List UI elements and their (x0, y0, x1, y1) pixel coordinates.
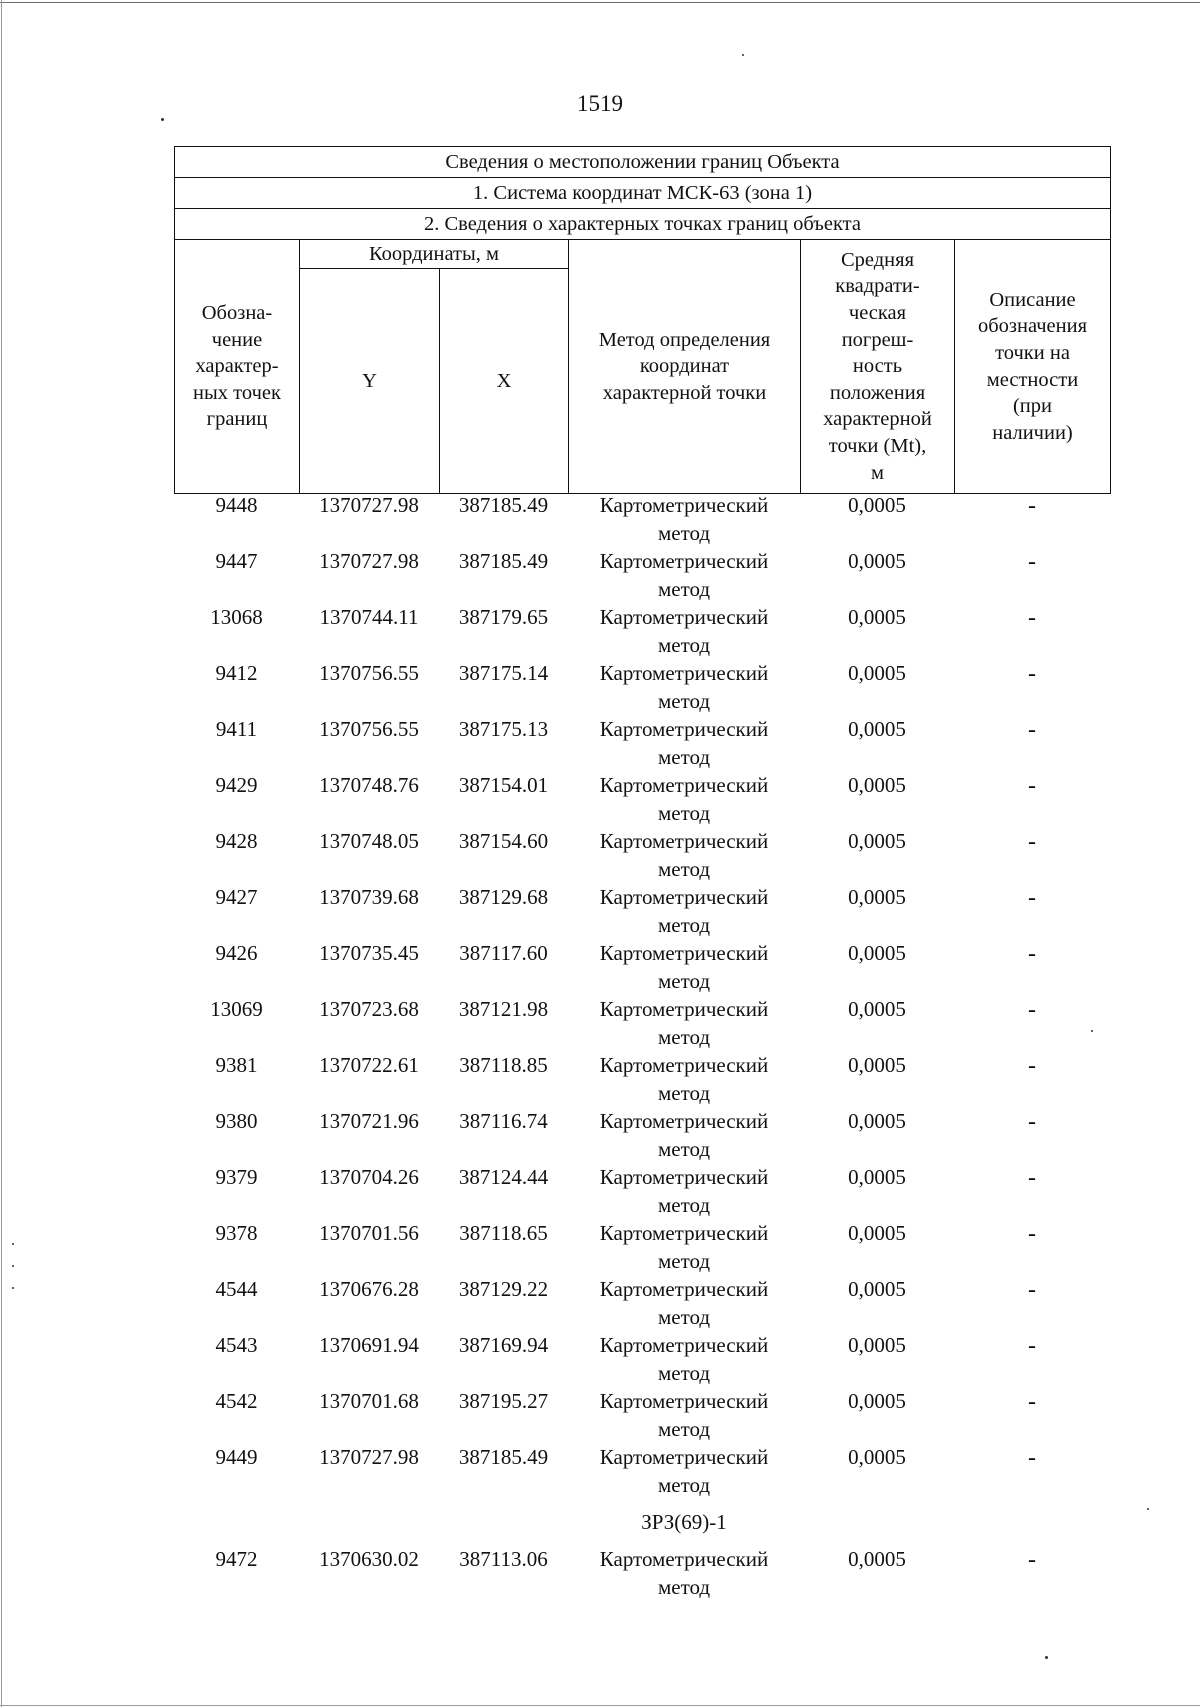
coord-y-cell: 1370721.96 (319, 1109, 419, 1133)
table-row (174, 603, 1110, 659)
boundary-points-table (174, 491, 1110, 1601)
coord-x-cell: 387121.98 (458, 997, 549, 1021)
coord-x-cell: 387118.85 (459, 1053, 548, 1077)
empty-cell (439, 1499, 568, 1545)
table-row (174, 1219, 1110, 1275)
coord-y-cell: 1370701.56 (319, 1221, 419, 1245)
scan-speck (1091, 1030, 1093, 1032)
table-row (174, 995, 1110, 1051)
description-cell: - (1028, 1221, 1036, 1247)
table-row (174, 883, 1110, 939)
boundary-points-rows (174, 491, 1110, 1601)
method-cell: Картометрический метод (599, 1221, 769, 1273)
section-row (174, 1499, 1110, 1545)
col-header-description: Описание обозначения точки на местности (при наличии) (955, 240, 1111, 494)
point-id-cell: 4543 (215, 1333, 258, 1357)
coord-y-cell: 1370756.55 (319, 717, 419, 741)
table-row (174, 939, 1110, 995)
description-cell: - (1028, 885, 1036, 911)
error-cell: 0,0005 (848, 941, 906, 965)
points-caption-row (175, 209, 1111, 240)
coord-y-cell: 1370676.28 (319, 1277, 419, 1301)
table-row (174, 1107, 1110, 1163)
coord-y-cell: 1370739.68 (319, 885, 419, 909)
coord-x-cell: 387169.94 (458, 1333, 549, 1357)
description-cell: - (1028, 1277, 1036, 1303)
error-cell: 0,0005 (848, 717, 906, 741)
coord-y-cell: 1370630.02 (319, 1547, 419, 1571)
description-cell: - (1028, 1053, 1036, 1079)
point-id-cell: 9447 (215, 549, 258, 573)
coord-y-cell: 1370723.68 (319, 997, 419, 1021)
table-row (174, 1443, 1110, 1499)
point-id-cell: 9426 (215, 941, 258, 965)
coord-x-cell: 387195.27 (458, 1389, 549, 1413)
empty-cell (174, 1499, 299, 1545)
description-cell: - (1028, 549, 1036, 575)
coord-x-cell: 387129.68 (458, 885, 549, 909)
description-cell: - (1028, 1165, 1036, 1191)
method-cell: Картометрический метод (599, 605, 769, 657)
error-cell: 0,0005 (848, 1445, 906, 1469)
method-cell: Картометрический метод (599, 549, 769, 601)
table-row (174, 1275, 1110, 1331)
description-cell: - (1028, 997, 1036, 1023)
coord-y-cell: 1370727.98 (319, 1445, 419, 1469)
description-cell: - (1028, 1389, 1036, 1415)
description-cell: - (1028, 773, 1036, 799)
scan-edge-bottom (0, 1705, 1200, 1706)
description-cell: - (1028, 1547, 1036, 1573)
scan-speck (161, 118, 164, 121)
description-cell: - (1028, 661, 1036, 687)
table-row (174, 1387, 1110, 1443)
point-id-cell: 9449 (215, 1445, 258, 1469)
point-id-cell: 9472 (215, 1547, 258, 1571)
table-row (174, 491, 1110, 547)
method-cell: Картометрический метод (599, 1333, 769, 1385)
coord-y-cell: 1370748.76 (319, 773, 419, 797)
method-cell: Картометрический метод (599, 829, 769, 881)
method-cell: Картометрический метод (599, 1547, 769, 1599)
column-header-row-1 (175, 240, 1111, 269)
point-id-cell: 9380 (215, 1109, 258, 1133)
point-id-cell: 9448 (215, 493, 258, 517)
col-header-x: X (440, 269, 569, 494)
point-id-cell: 9429 (215, 773, 258, 797)
col-header-coordinates: Координаты, м (300, 240, 569, 269)
scan-speck (12, 1265, 14, 1267)
method-cell: Картометрический метод (599, 773, 769, 825)
table-row (174, 1545, 1110, 1601)
error-cell: 0,0005 (848, 1165, 906, 1189)
method-cell: Картометрический метод (599, 941, 769, 993)
error-cell: 0,0005 (848, 1221, 906, 1245)
error-cell: 0,0005 (848, 773, 906, 797)
coord-x-cell: 387116.74 (459, 1109, 548, 1133)
coord-y-cell: 1370691.94 (319, 1333, 419, 1357)
coord-y-cell: 1370744.11 (319, 605, 419, 629)
table-row (174, 1051, 1110, 1107)
error-cell: 0,0005 (848, 1109, 906, 1133)
table-title: Сведения о местоположении границ Объекта (175, 147, 1111, 178)
scan-speck (12, 1243, 14, 1245)
coord-y-cell: 1370727.98 (319, 493, 419, 517)
error-cell: 0,0005 (848, 605, 906, 629)
error-cell: 0,0005 (848, 885, 906, 909)
points-caption: 2. Сведения о характерных точках границ объекта (175, 209, 1111, 240)
error-cell: 0,0005 (848, 997, 906, 1021)
coord-x-cell: 387154.60 (458, 829, 549, 853)
section-label: ЗРЗ(69)-1 (641, 1510, 727, 1534)
description-cell: - (1028, 941, 1036, 967)
coord-y-cell: 1370701.68 (319, 1389, 419, 1413)
description-cell: - (1028, 1109, 1036, 1135)
coord-x-cell: 387185.49 (458, 493, 549, 517)
coord-y-cell: 1370704.26 (319, 1165, 419, 1189)
coord-x-cell: 387179.65 (458, 605, 549, 629)
table-row (174, 1331, 1110, 1387)
description-cell: - (1028, 1333, 1036, 1359)
coord-x-cell: 387175.13 (458, 717, 549, 741)
error-cell: 0,0005 (848, 661, 906, 685)
table-row (174, 771, 1110, 827)
scan-speck (1147, 1508, 1149, 1510)
coord-x-cell: 387175.14 (458, 661, 549, 685)
error-cell: 0,0005 (848, 1389, 906, 1413)
error-cell: 0,0005 (848, 1547, 906, 1571)
col-header-designation: Обозна- чение характер- ных точек границ (175, 240, 300, 494)
error-cell: 0,0005 (848, 829, 906, 853)
method-cell: Картометрический метод (599, 1165, 769, 1217)
point-id-cell: 9428 (215, 829, 258, 853)
empty-cell (954, 1499, 1110, 1545)
coord-x-cell: 387117.60 (459, 941, 548, 965)
error-cell: 0,0005 (848, 1053, 906, 1077)
point-id-cell: 4544 (215, 1277, 258, 1301)
method-cell: Картометрический метод (599, 997, 769, 1049)
empty-cell (299, 1499, 439, 1545)
description-cell: - (1028, 717, 1036, 743)
method-cell: Картометрический метод (599, 1277, 769, 1329)
scan-edge-left (1, 0, 2, 1707)
col-header-y: Y (300, 269, 440, 494)
method-cell: Картометрический метод (599, 661, 769, 713)
table-row (174, 659, 1110, 715)
method-cell: Картометрический метод (599, 1445, 769, 1497)
empty-cell (800, 1499, 954, 1545)
method-cell: Картометрический метод (599, 1389, 769, 1441)
method-cell: Картометрический метод (599, 1053, 769, 1105)
description-cell: - (1028, 829, 1036, 855)
coord-y-cell: 1370722.61 (319, 1053, 419, 1077)
method-cell: Картометрический метод (599, 717, 769, 769)
coord-x-cell: 387185.49 (458, 549, 549, 573)
page-number: 1519 (577, 91, 623, 116)
method-cell: Картометрический метод (599, 885, 769, 937)
scan-speck (742, 54, 744, 56)
coord-y-cell: 1370735.45 (319, 941, 419, 965)
table-row (174, 547, 1110, 603)
point-id-cell: 9427 (215, 885, 258, 909)
coord-y-cell: 1370727.98 (319, 549, 419, 573)
table-row (174, 715, 1110, 771)
point-id-cell: 9379 (215, 1165, 258, 1189)
coord-system-row (175, 178, 1111, 209)
point-id-cell: 4542 (215, 1389, 258, 1413)
point-id-cell: 9412 (215, 661, 258, 685)
point-id-cell: 9378 (215, 1221, 258, 1245)
boundary-points-header (174, 146, 1111, 494)
point-id-cell: 13068 (210, 605, 263, 629)
error-cell: 0,0005 (848, 1333, 906, 1357)
scan-speck (12, 1287, 14, 1289)
description-cell: - (1028, 605, 1036, 631)
coord-y-cell: 1370748.05 (319, 829, 419, 853)
error-cell: 0,0005 (848, 549, 906, 573)
scan-speck (1045, 1656, 1048, 1659)
method-cell: Картометрический метод (599, 1109, 769, 1161)
table-title-row (175, 147, 1111, 178)
scan-edge-top (0, 2, 1200, 3)
coord-x-cell: 387124.44 (458, 1165, 549, 1189)
coord-x-cell: 387185.49 (458, 1445, 549, 1469)
coord-system-caption: 1. Система координат МСК-63 (зона 1) (175, 178, 1111, 209)
coord-y-cell: 1370756.55 (319, 661, 419, 685)
table-row (174, 827, 1110, 883)
point-id-cell: 9381 (215, 1053, 258, 1077)
coord-x-cell: 387154.01 (458, 773, 549, 797)
description-cell: - (1028, 493, 1036, 519)
table-row (174, 1163, 1110, 1219)
point-id-cell: 9411 (215, 717, 258, 741)
description-cell: - (1028, 1445, 1036, 1471)
coord-x-cell: 387118.65 (459, 1221, 548, 1245)
coord-x-cell: 387113.06 (459, 1547, 548, 1571)
error-cell: 0,0005 (848, 1277, 906, 1301)
col-header-method: Метод определения координат характерной точки (569, 240, 801, 494)
error-cell: 0,0005 (848, 493, 906, 517)
coord-x-cell: 387129.22 (458, 1277, 549, 1301)
point-id-cell: 13069 (210, 997, 263, 1021)
col-header-error: Средняя квадрати- ческая погреш- ность положения характерной точки (Mt), м (801, 240, 955, 494)
method-cell: Картометрический метод (599, 493, 769, 545)
